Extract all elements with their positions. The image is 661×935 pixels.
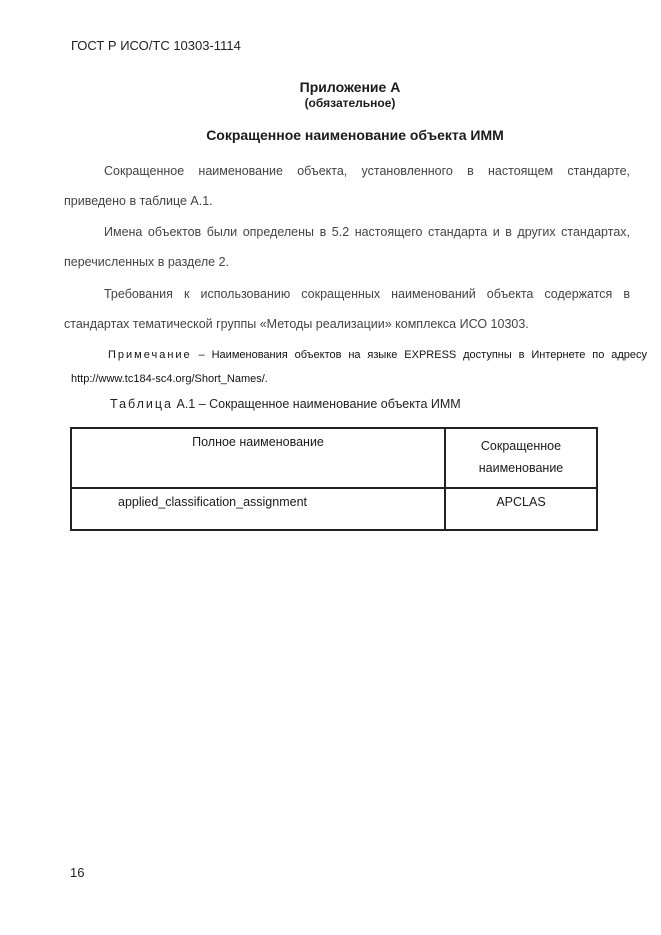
note	[71, 343, 647, 391]
table-caption-label: Таблица	[110, 397, 174, 411]
table-caption	[110, 397, 461, 411]
paragraph-3: Требования к использованию сокращенных наименований объекта содержатся в стандартах тематической группы «Методы реализации» комплекса ИСО 10303.	[64, 287, 630, 331]
paragraph-2: Имена объектов были определены в 5.2 настоящего стандарта и в других стандартах, перечисленных в разделе 2.	[64, 225, 630, 269]
annex-title: Приложение А	[299, 79, 401, 95]
document-code: ГОСТ Р ИСО/ТС 10303-1114	[71, 38, 241, 53]
section-title: Сокращенное наименование объекта ИММ	[206, 127, 504, 143]
table-caption-text: А.1 – Сокращенное наименование объекта ИММ	[176, 397, 461, 411]
note-dash: –	[198, 349, 205, 361]
header-short-name: Сокращенное наименование	[445, 428, 597, 488]
page-number: 16	[70, 865, 85, 880]
cell-full-name: applied_classification_assignment	[71, 488, 445, 530]
table-row	[71, 488, 597, 530]
annex-status: (обязательное)	[304, 96, 396, 110]
note-label: Примечание	[108, 349, 192, 361]
note-text: Наименования объектов на языке EXPRESS доступны в Интернете по адресу http://www.tc184-sc4.org/Short_Names/.	[71, 349, 648, 385]
cell-short-name: APCLAS	[445, 488, 597, 530]
paragraph-1: Сокращенное наименование объекта, установленного в настоящем стандарте, приведено в таблице А.1.	[64, 164, 630, 208]
header-full-name: Полное наименование	[71, 428, 445, 488]
table-header-row	[71, 428, 597, 488]
abbreviation-table	[70, 427, 598, 531]
